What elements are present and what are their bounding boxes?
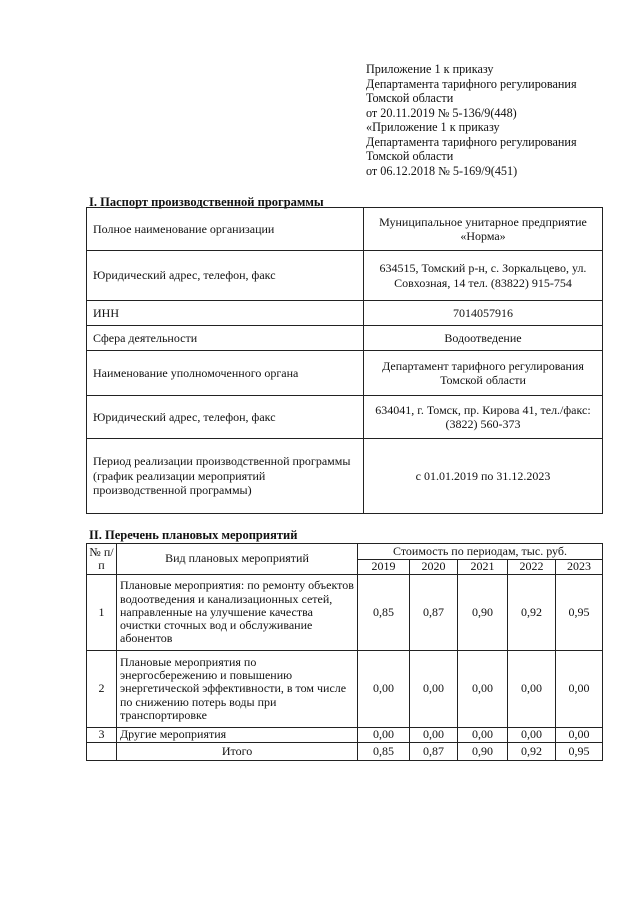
appendix-line: от 20.11.2019 № 5-136/9(448) <box>366 105 517 120</box>
passport-label: Юридический адрес, телефон, факс <box>87 396 364 439</box>
table-row <box>87 439 603 514</box>
appendix-header <box>366 62 626 178</box>
passport-value: с 01.01.2019 по 31.12.2023 <box>364 439 603 514</box>
col-header-year: 2019 <box>358 560 410 575</box>
row-value: 0,90 <box>458 575 508 651</box>
row-value: 0,00 <box>458 728 508 743</box>
row-num: 3 <box>87 728 117 743</box>
appendix-line: «Приложение 1 к приказу <box>366 120 500 134</box>
total-value: 0,90 <box>458 743 508 761</box>
table-row <box>87 326 603 351</box>
passport-value: Муниципальное унитарное предприятие «Норма» <box>364 208 603 251</box>
total-value: 0,95 <box>556 743 603 761</box>
col-header-activity: Вид плановых мероприятий <box>117 544 358 575</box>
row-value: 0,00 <box>508 728 556 743</box>
passport-value: 634515, Томский р-н, с. Зоркальцево, ул. Совхозная, 14 тел. (83822) 915-754 <box>364 251 603 301</box>
row-value: 0,00 <box>508 651 556 728</box>
row-value: 0,00 <box>556 728 603 743</box>
row-value: 0,00 <box>358 728 410 743</box>
row-value: 0,00 <box>358 651 410 728</box>
appendix-line: Департамента тарифного регулирования <box>366 76 577 91</box>
col-header-year: 2023 <box>556 560 603 575</box>
total-num-cell <box>87 743 117 761</box>
appendix-line: Приложение 1 к приказу <box>366 62 494 76</box>
appendix-line: от 06.12.2018 № 5-169/9(451) <box>366 163 518 178</box>
row-num: 2 <box>87 651 117 728</box>
passport-label: ИНН <box>87 301 364 326</box>
row-value: 0,95 <box>556 575 603 651</box>
col-header-year: 2022 <box>508 560 556 575</box>
row-value: 0,00 <box>410 728 458 743</box>
col-header-cost: Стоимость по периодам, тыс. руб. <box>358 544 603 560</box>
col-header-num: № п/п <box>87 544 117 575</box>
passport-label: Полное наименование организации <box>87 208 364 251</box>
row-activity: Другие мероприятия <box>117 728 358 743</box>
plan-table <box>86 543 603 761</box>
total-value: 0,87 <box>410 743 458 761</box>
table-row <box>87 575 603 651</box>
row-value: 0,00 <box>458 651 508 728</box>
passport-label: Наименование уполномоченного органа <box>87 351 364 396</box>
passport-table <box>86 207 603 514</box>
row-num: 1 <box>87 575 117 651</box>
col-header-year: 2020 <box>410 560 458 575</box>
passport-value: 7014057916 <box>364 301 603 326</box>
section-1-title: I. Паспорт производственной программы <box>89 195 324 209</box>
col-header-year: 2021 <box>458 560 508 575</box>
appendix-line: Томской области <box>366 91 454 105</box>
table-row <box>87 208 603 251</box>
table-row <box>87 651 603 728</box>
row-activity: Плановые мероприятия: по ремонту объектов водоотведения и канализационных сетей, направленные на улучшение качества очистки сточных вод и обслуживание абонентов <box>117 575 358 651</box>
row-value: 0,87 <box>410 575 458 651</box>
total-value: 0,85 <box>358 743 410 761</box>
row-value: 0,00 <box>556 651 603 728</box>
table-row <box>87 396 603 439</box>
table-header-row <box>87 544 603 560</box>
passport-label: Юридический адрес, телефон, факс <box>87 251 364 301</box>
row-activity: Плановые мероприятия по энергосбережению и повышению энергетической эффективности, в том числе по снижению потерь воды при транспортировке <box>117 651 358 728</box>
table-row <box>87 728 603 743</box>
appendix-line: Томской области <box>366 149 454 163</box>
row-value: 0,00 <box>410 651 458 728</box>
total-value: 0,92 <box>508 743 556 761</box>
appendix-line: Департамента тарифного регулирования <box>366 134 577 149</box>
section-2-title: II. Перечень плановых мероприятий <box>89 528 298 542</box>
table-row <box>87 301 603 326</box>
row-value: 0,92 <box>508 575 556 651</box>
passport-label: Период реализации производственной программы (график реализации мероприятий производственной программы) <box>87 439 364 514</box>
passport-label: Сфера деятельности <box>87 326 364 351</box>
table-row <box>87 351 603 396</box>
table-row <box>87 251 603 301</box>
total-label: Итого <box>117 743 358 761</box>
passport-value: Департамент тарифного регулирования Томской области <box>364 351 603 396</box>
table-total-row <box>87 743 603 761</box>
passport-value: 634041, г. Томск, пр. Кирова 41, тел./факс: (3822) 560-373 <box>364 396 603 439</box>
passport-value: Водоотведение <box>364 326 603 351</box>
row-value: 0,85 <box>358 575 410 651</box>
